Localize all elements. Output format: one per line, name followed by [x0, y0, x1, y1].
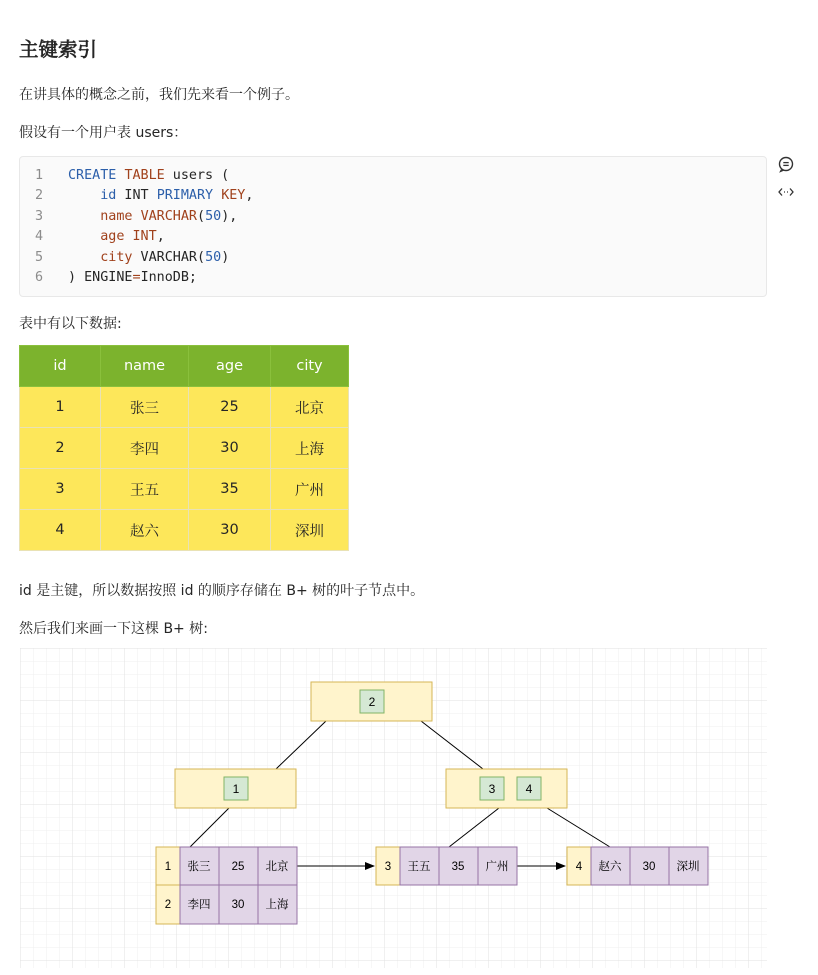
code-line: [20, 268, 197, 288]
line-number: 2: [35, 188, 44, 204]
code-token: (: [197, 208, 206, 224]
leaf-cell: 1: [164, 861, 172, 873]
table-row: [20, 510, 349, 551]
right-key: 4: [525, 782, 533, 796]
leaf-cell: 30: [231, 899, 245, 911]
leaf-cell: 2: [164, 899, 172, 911]
header-id: id: [20, 346, 101, 387]
code-token: INT: [116, 188, 157, 204]
code-token: [68, 209, 100, 224]
code-token: ,: [245, 188, 254, 204]
header-age: age: [189, 346, 271, 387]
code-token: users (: [164, 168, 230, 183]
code-token: PRIMARY: [156, 188, 214, 204]
table-cell: 赵六: [101, 510, 189, 551]
users-table: [19, 345, 349, 551]
leaf-node: [376, 847, 517, 885]
leaf-node: [156, 847, 297, 924]
code-token: [213, 188, 221, 203]
code-token: [68, 229, 100, 244]
code-token: 50: [205, 208, 222, 224]
table-cell: 4: [20, 510, 101, 551]
leaf-cell: 王五: [407, 861, 431, 873]
line-number: 4: [35, 229, 44, 245]
header-name: name: [101, 346, 189, 387]
table-intro: 表中有以下数据:: [19, 316, 122, 332]
leaf-node: [567, 847, 708, 885]
code-token: InnoDB;: [140, 270, 197, 285]
table-row: [20, 469, 349, 510]
explain-paragraph: id 是主键，所以数据按照 id 的顺序存储在 B+ 树的叶子节点中。: [19, 583, 425, 599]
code-token: VARCHAR(: [132, 249, 206, 265]
code-line: [20, 227, 165, 247]
leaf-cell: 30: [642, 861, 656, 873]
code-token: [68, 250, 100, 265]
left-key: 1: [232, 782, 240, 796]
code-line: [20, 207, 237, 227]
table-cell: 30: [189, 510, 271, 551]
code-token: VARCHAR: [140, 208, 197, 224]
code-line: [20, 248, 229, 268]
leaf-cell: 北京: [265, 861, 289, 873]
code-token: [124, 229, 132, 244]
table-header-row: [20, 346, 349, 387]
table-cell: 35: [189, 469, 271, 510]
internal-node-right: [446, 769, 567, 808]
code-token: age: [100, 229, 125, 245]
line-number: 6: [35, 270, 44, 285]
line-number: 3: [35, 208, 44, 224]
code-line: [20, 186, 253, 206]
table-cell: 2: [20, 428, 101, 469]
code-token: ,: [156, 229, 165, 245]
code-token: [133, 209, 141, 224]
table-cell: 广州: [271, 469, 349, 510]
code-token: 50: [205, 249, 222, 265]
code-token: KEY: [221, 188, 246, 204]
code-token: city: [100, 249, 133, 265]
table-cell: 3: [20, 469, 101, 510]
leaf-cell: 李四: [187, 899, 211, 911]
leaf-cell: 赵六: [598, 861, 622, 873]
code-token: =: [132, 270, 141, 285]
code-block[interactable]: [19, 156, 767, 297]
leaf-cell: 35: [451, 861, 465, 873]
leaf-cell: 25: [231, 861, 245, 873]
assume-paragraph: 假设有一个用户表 users：: [19, 125, 188, 141]
header-city: city: [271, 346, 349, 387]
bplus-tree-diagram: [20, 648, 767, 968]
table-cell: 30: [189, 428, 271, 469]
root-key: 2: [368, 695, 376, 709]
leaf-cell: 上海: [265, 899, 289, 911]
table-cell: 上海: [271, 428, 349, 469]
table-cell: 深圳: [271, 510, 349, 551]
leaf-cell: 广州: [485, 861, 509, 873]
draw-intro-paragraph: 然后我们来画一下这棵 B+ 树:: [19, 621, 208, 637]
table-cell: 张三: [101, 387, 189, 428]
code-token: ) ENGINE: [68, 270, 133, 285]
code-line: [20, 166, 229, 186]
table-cell: 北京: [271, 387, 349, 428]
table-cell: 25: [189, 387, 271, 428]
code-token: CREATE: [68, 168, 117, 183]
table-cell: 王五: [101, 469, 189, 510]
leaf-cell: 张三: [187, 861, 211, 873]
code-token: [68, 188, 100, 203]
line-number: 5: [35, 249, 44, 265]
line-number: 1: [35, 168, 44, 183]
table-cell: 李四: [101, 428, 189, 469]
right-key: 3: [488, 782, 496, 796]
table-cell: 1: [20, 387, 101, 428]
leaf-cell: 3: [384, 861, 392, 873]
expand-width-icon[interactable]: [777, 183, 795, 201]
comment-icon[interactable]: [777, 155, 795, 173]
code-token: ): [221, 249, 230, 265]
code-token: name: [100, 208, 133, 224]
code-token: id: [100, 188, 117, 204]
leaf-cell: 4: [575, 861, 583, 873]
code-token: TABLE: [124, 168, 165, 183]
table-row: [20, 428, 349, 469]
code-token: INT: [132, 229, 157, 245]
leaf-cell: 深圳: [676, 861, 700, 873]
code-token: ),: [221, 208, 238, 224]
intro-paragraph: 在讲具体的概念之前，我们先来看一个例子。: [19, 87, 299, 103]
table-row: [20, 387, 349, 428]
page-title: 主键索引: [19, 38, 98, 61]
